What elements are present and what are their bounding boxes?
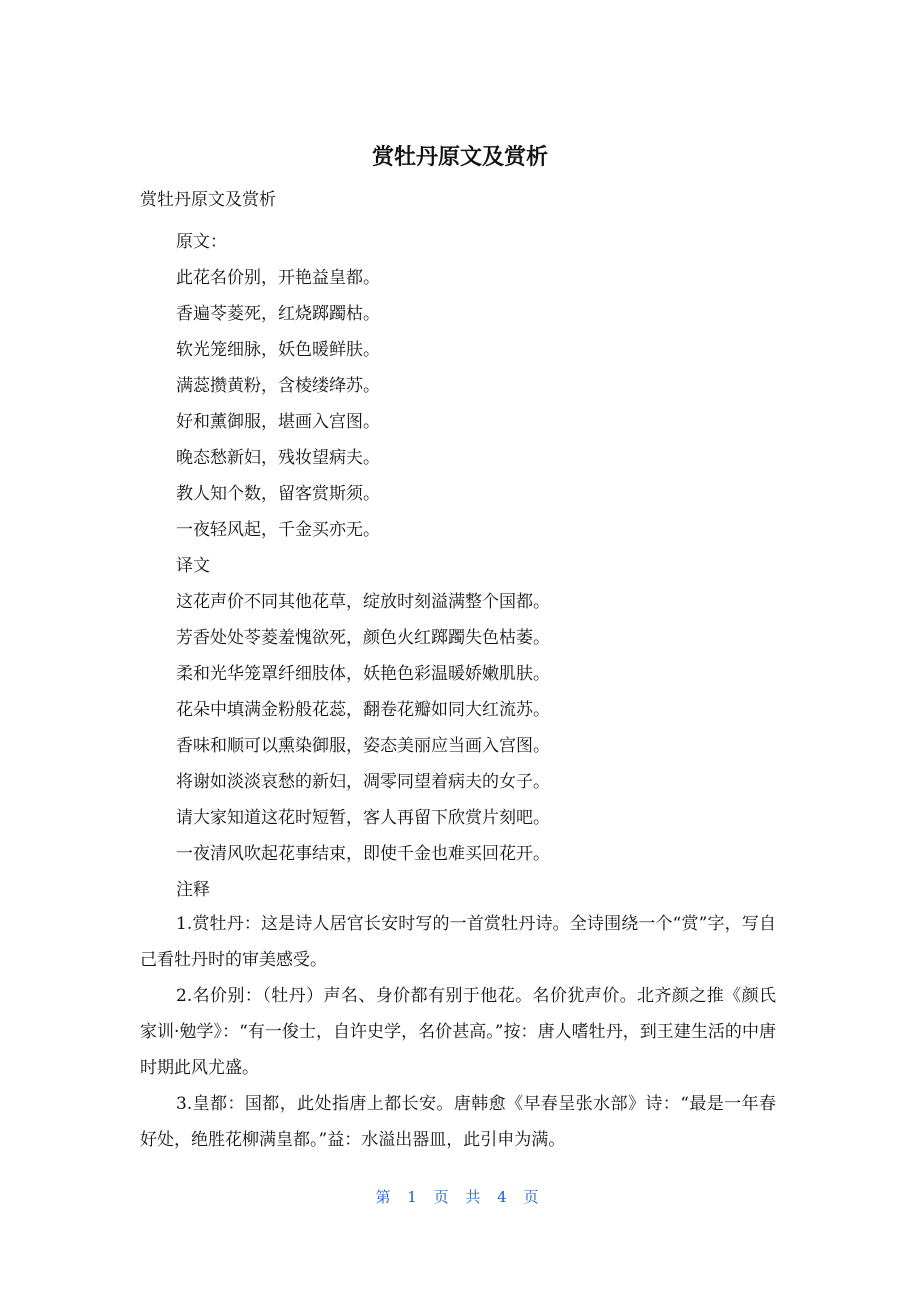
text-line: 原文： [176,232,227,252]
text-line: 柔和光华笼罩纤细肢体，妖艳色彩温暖娇嫩肌肤。 [176,664,550,684]
note-paragraph: 2.名价别：（牡丹）声名、身价都有别于他花。名价犹声价。北齐颜之推《颜氏家训·勉学》：“有一俊士，自许史学，名价甚高。”按：唐人嗜牡丹，到王建生活的中唐时期此风尤盛。 [140,986,776,1078]
text-line: 满蕊攒黄粉，含棱缕绛苏。 [176,376,380,396]
text-line: 芳香处处苓菱羞愧欲死，颜色火红踯躅失色枯萎。 [176,628,550,648]
text-line: 香遍苓菱死，红烧踯躅枯。 [176,304,380,324]
text-line: 译文 [176,556,210,576]
text-line: 好和薰御服，堪画入宫图。 [176,412,380,432]
text-line: 此花名价别，开艳益皇都。 [176,268,380,288]
note-paragraph: 3.皇都：国都，此处指唐上都长安。唐韩愈《早春呈张水部》诗：“最是一年春好处，绝胜花柳满皇都。”益：水溢出器皿，此引申为满。 [140,1094,776,1150]
text-line: 请大家知道这花时短暂，客人再留下欣赏片刻吧。 [176,808,550,828]
text-line: 香味和顺可以熏染御服，姿态美丽应当画入宫图。 [176,736,550,756]
text-line: 注释 [176,880,210,900]
text-line: 晚态愁新妇，残妆望病夫。 [176,448,380,468]
poem-section [176,224,796,908]
text-line: 一夜清风吹起花事结束，即使千金也难买回花开。 [176,844,550,864]
text-line: 软光笼细脉，妖色暖鲜肤。 [176,340,380,360]
page-title: 赏牡丹原文及赏析 [371,145,548,170]
text-line: 花朵中填满金粉般花蕊，翻卷花瓣如同大红流苏。 [176,700,550,720]
text-line: 将谢如淡淡哀愁的新妇，凋零同望着病夫的女子。 [176,772,550,792]
document-subtitle: 赏牡丹原文及赏析 [140,190,276,210]
note-paragraph: 1.赏牡丹：这是诗人居官长安时写的一首赏牡丹诗。全诗围绕一个“赏”字，写自己看牡丹时的审美感受。 [140,914,776,970]
notes-section [140,906,776,1158]
text-line: 这花声价不同其他花草，绽放时刻溢满整个国都。 [176,592,550,612]
text-line: 教人知个数，留客赏斯须。 [176,484,380,504]
page-footer: 第 1 页 共 4 页 [375,1188,545,1206]
text-line: 一夜轻风起，千金买亦无。 [176,520,380,540]
